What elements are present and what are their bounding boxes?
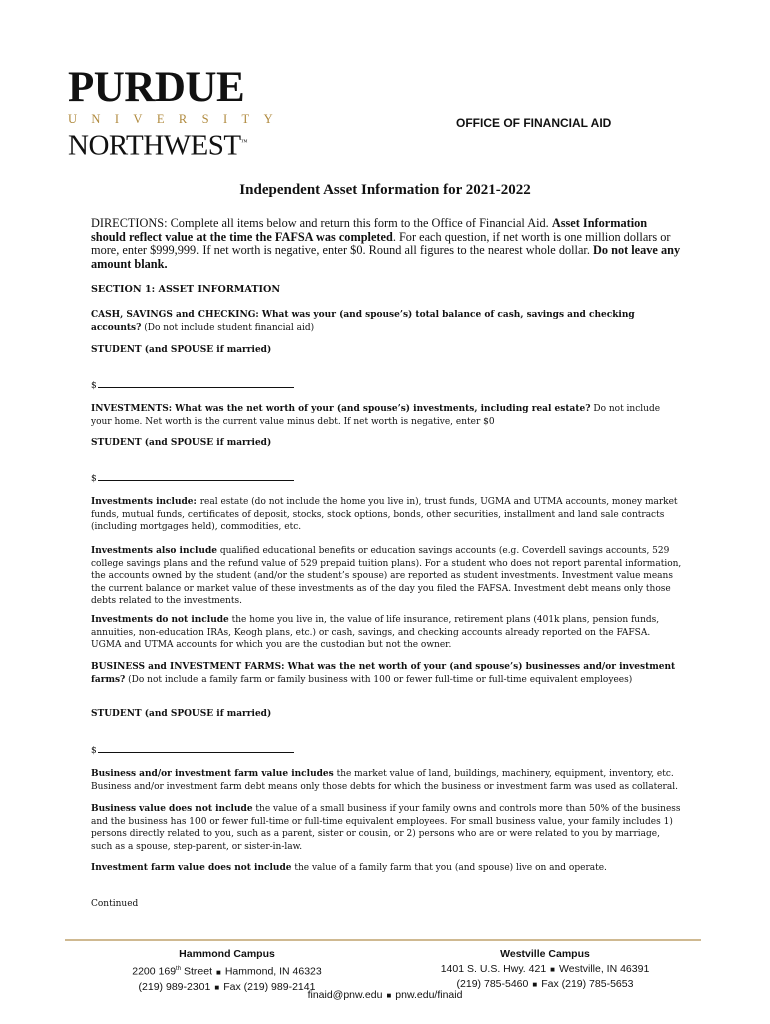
directions-text-2: . For each question, if net worth is one million dollars or more, enter $999,999. If net worth is negative, enter $0. Round all figures to the nearest whole dollar. xyxy=(91,229,671,258)
continued-note: Continued xyxy=(91,899,139,909)
investments-not-paragraph xyxy=(91,614,683,652)
investments-amount-line[interactable] xyxy=(98,472,294,481)
investments-not-text: the home you live in, the value of life insurance, retirement plans (401k plans, pension funds, annuities, non-education IRAs, Keogh plans, etc.) or cash, savings, and checking accounts already reported on the FAFSA. UGMA and UTMA accounts for which you are the custodian but not the owner. xyxy=(91,615,660,650)
bullet-separator: ■ xyxy=(216,967,221,977)
hammond-street: 2200 169 xyxy=(132,965,177,978)
investments-not-bold: Investments do not include xyxy=(91,615,229,625)
westville-city: Westville, IN 46391 xyxy=(559,963,650,975)
farm-not-paragraph xyxy=(91,862,683,875)
westville-address xyxy=(420,962,670,977)
business-question xyxy=(91,661,683,686)
page-title: Independent Asset Information for 2021-2022 xyxy=(239,182,531,198)
hammond-campus-name: Hammond Campus xyxy=(179,948,275,960)
business-includes-bold: Business and/or investment farm value includes xyxy=(91,769,334,779)
farm-not-text: the value of a family farm that you (and spouse) live on and operate. xyxy=(291,863,607,873)
directions-emphasis: Asset Information should reflect value at the time the FAFSA was completed xyxy=(91,216,648,244)
cash-amount-line[interactable] xyxy=(98,379,294,388)
business-includes-text: the market value of land, buildings, machinery, equipment, inventory, etc. Business and/or investment farm debt means only those debts for which the business or investment farm was used as collateral. xyxy=(91,769,678,792)
logo-trademark: ™ xyxy=(240,138,248,146)
cash-question-bold: CASH, SAVINGS and CHECKING: What was your (and spouse’s) total balance of cash, savings and checking accounts? xyxy=(91,310,635,333)
bullet-separator: ■ xyxy=(550,965,556,974)
hammond-fax: Fax (219) 989-2141 xyxy=(223,980,316,993)
investments-question-bold: INVESTMENTS: What was the net worth of your (and spouse’s) investments, including real estate? xyxy=(91,404,591,414)
investments-include-text: real estate (do not include the home you live in), trust funds, UGMA and UTMA accounts, money market funds, mutual funds, certificates of deposit, stocks, stock options, bonds, other securities, installment and land sale contracts (including mortgages held), commodities, etc. xyxy=(91,497,678,532)
investments-student-label: STUDENT (and SPOUSE if married) xyxy=(91,438,272,448)
logo-purdue-text: PURDUE xyxy=(68,64,245,111)
westville-campus-block xyxy=(420,947,670,992)
business-amount-line[interactable] xyxy=(98,744,294,753)
footer-divider xyxy=(65,939,701,941)
hammond-campus-block xyxy=(112,947,342,995)
business-not-paragraph xyxy=(91,803,683,853)
investments-question xyxy=(91,403,683,428)
bullet-separator: ■ xyxy=(532,980,538,989)
business-student-label: STUDENT (and SPOUSE if married) xyxy=(91,709,272,719)
westville-campus-name: Westville Campus xyxy=(500,948,590,960)
hammond-city: Hammond, IN 46323 xyxy=(224,965,322,978)
business-question-bold: BUSINESS and INVESTMENT FARMS: What was the net worth of your (and spouse’s) businesses and/or investment farms? xyxy=(91,662,676,685)
westville-phone: (219) 785-5460 xyxy=(456,978,529,990)
cash-amount-field[interactable] xyxy=(91,379,683,393)
cash-question-note: (Do not include student financial aid) xyxy=(141,322,315,333)
hammond-address xyxy=(112,962,342,980)
logo-university-text: UNIVERSITY xyxy=(68,112,287,126)
logo-northwest-text xyxy=(68,127,268,161)
footer-contact-line xyxy=(0,989,770,1001)
bullet-separator: ■ xyxy=(386,991,392,1000)
westville-street: 1401 S. U.S. Hwy. 421 xyxy=(440,963,547,975)
directions-emphasis-2: Do not leave any amount blank. xyxy=(91,243,681,272)
business-question-note: (Do not include a family farm or family business with 100 or fewer full-time or full-time equivalent employees) xyxy=(125,674,633,685)
office-heading: OFFICE OF FINANCIAL AID xyxy=(456,116,612,130)
bullet-separator: ■ xyxy=(214,982,220,992)
hammond-phone: (219) 989-2301 xyxy=(138,980,211,993)
investments-question-note: Do not include your home. Net worth is the current value minus debt. If net worth is negative, enter $0 xyxy=(91,404,661,427)
currency-symbol: $ xyxy=(91,381,97,391)
business-not-bold: Business value does not include xyxy=(91,804,253,814)
business-amount-field[interactable] xyxy=(91,744,683,758)
directions-paragraph xyxy=(91,217,683,272)
hammond-street-end: Street xyxy=(181,965,212,978)
section-1-heading: SECTION 1: ASSET INFORMATION xyxy=(91,284,281,295)
investments-also-paragraph xyxy=(91,545,683,608)
farm-not-bold: Investment farm value does not include xyxy=(91,863,292,873)
investments-amount-field[interactable] xyxy=(91,472,683,486)
currency-symbol: $ xyxy=(91,746,97,756)
westville-fax: Fax (219) 785-5653 xyxy=(541,978,634,990)
investments-include-paragraph xyxy=(91,496,683,534)
cash-student-label: STUDENT (and SPOUSE if married) xyxy=(91,345,272,355)
email-link[interactable]: finaid@pnw.edu xyxy=(307,989,383,1001)
currency-symbol: $ xyxy=(91,474,97,484)
hammond-street-suffix: th xyxy=(176,966,182,972)
purdue-northwest-logo xyxy=(68,64,287,162)
business-not-text: the value of a small business if your family owns and controls more than 50% of the business and the business has 100 or fewer full-time or full-time equivalent employees. For small business value, your family includes 1) persons directly related to you, such as a parent, sister or cousin, or 2) persons who are or were related to you by marriage, such as a spouse, step-parent, or sister-in-law. xyxy=(91,804,681,852)
website-link[interactable]: pnw.edu/finaid xyxy=(395,989,463,1001)
directions-text: DIRECTIONS: Complete all items below and return this form to the Office of Financial Aid. xyxy=(91,216,552,230)
investments-also-text: qualified educational benefits or education savings accounts (e.g. Coverdell savings accounts, 529 college savings plans and the refund value of 529 prepaid tuition plans). For a student who does not report parental information, the accounts owned by the student (and/or the student’s spouse) are reported as student investments. Investment value means the current balance or market value of these investments as of the day you filed the FAFSA. Investment debt means only those debts related to the investments. xyxy=(91,546,682,606)
logo-northwest-word: NORTHWEST xyxy=(68,129,241,162)
investments-include-bold: Investments include: xyxy=(91,497,197,507)
business-includes-paragraph xyxy=(91,768,683,793)
investments-also-bold: Investments also include xyxy=(91,546,217,556)
cash-question xyxy=(91,309,683,334)
